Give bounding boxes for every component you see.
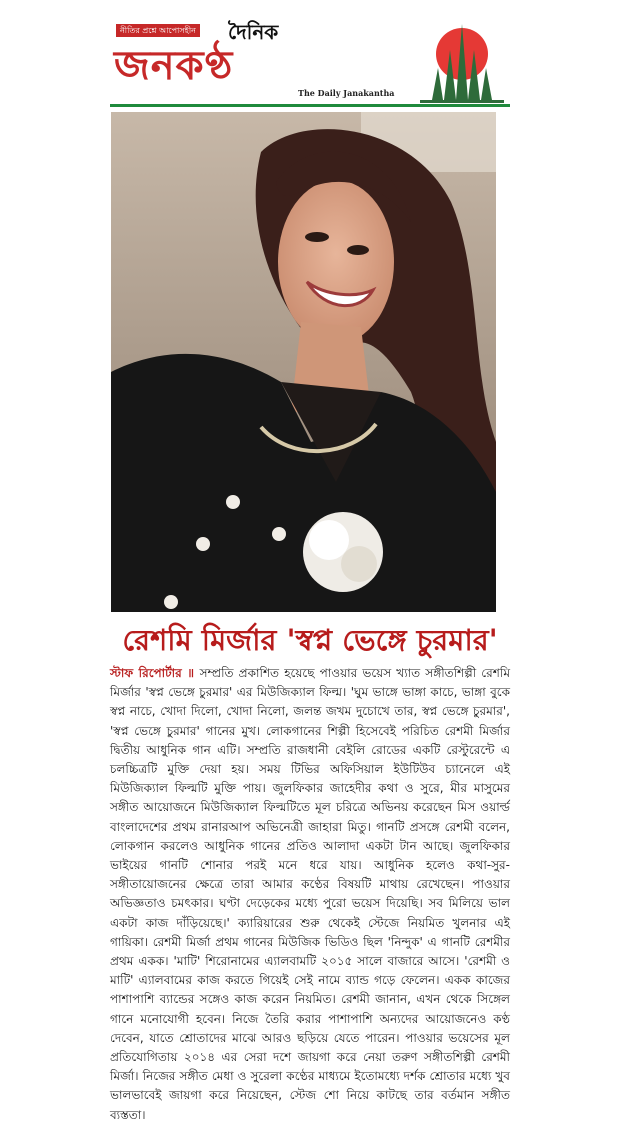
article-byline: স্টাফ রিপোর্টার ॥ [110,666,200,680]
article-body [110,664,510,1122]
article-photo [111,112,496,612]
masthead-english-name: The Daily Janakantha [298,88,395,98]
masthead-divider [110,104,510,107]
newspaper-masthead [110,14,512,110]
masthead-prefix: দৈনিক [228,20,279,44]
martyrs-monument-logo-icon [416,20,508,106]
article-text: সম্প্রতি প্রকাশিত হয়েছে পাওয়ার ভয়েস খ্যাত সঙ্গীতশিল্পী রেশমি মির্জার 'স্বপ্ন ভেঙ্গে চুরমার' এর মিউজিক্যাল ফিল্ম। 'ঘুম ভাঙ্গে ভাঙ্গা কাচে, ভাঙ্গা বুকে স্বপ্ন নাচে, খোদা দিলো, খোদা নিলো, জলন্ত জখম দুচোখে তার, স্বপ্ন ভেঙ্গে চুরমার', 'স্বপ্ন ভেঙ্গে চুরমার' গানের মুখ। লোকগানের শিল্পী হিসেবেই পরিচিত রেশমী মির্জার দ্বিতীয় আধুনিক গান এটি। সম্প্রতি রাজধানী বেইলি রোডের একটি রেস্টুরেন্টে এ চলচ্চিত্রটি মুক্তি দেয়া হয়। সময় টিভির অফিসিয়াল ইউটিউব চ্যানেলে এই মিউজিক্যাল ফিল্মটি মুক্তি পায়। জুলফিকার জাহেদীর কথা ও সুরে, মীর মাসুমের সঙ্গীত আয়োজনে মিউজিক্যাল ফিল্মটিতে মূল চরিত্রে অভিনয় করেছেন মিস ওয়ার্ল্ড বাংলাদেশের প্রথম রানারআপ অভিনেত্রী জাহারা মিতু। গানটি প্রসঙ্গে রেশমী বলেন, লোকগান করলেও আধুনিক গানের প্রতিও আলাদা একটা টান আছে। জুলফিকার ভাইয়ের গানটি শোনার পরই মনে ধরে যায়। আধুনিক হলেও কথা-সুর-সঙ্গীতায়োজনের ক্ষেত্রে তারা আমার কণ্ঠের বিষয়টি মাথায় রেখেছেন। পাওয়ার অভিজ্ঞতাও চমৎকার। ঘণ্টা দেড়েকের মধ্যে পুরো ভয়েস দিয়েছি। সব মিলিয়ে ভাল একটা কাজ দাঁড়িয়েছে।' ক্যারিয়ারের শুরু থেকেই স্টেজে নিয়মিত খুলনার এই গায়িকা। রেশমী মির্জা প্রথম গানের মিউজিক ভিডিও ছিল 'নিন্দুক' এ গানটি রেশমীর প্রথম একক। 'মাটি' শিরোনামের এ্যালবামটি ২০১৫ সালে বাজারে আসে। 'রেশমী ও মাটি' এ্যালবামের কাজ করতে গিয়েই সেই নামে ব্যান্ড গড়ে ফেলেন। একক কাজের পাশাপাশি ব্যান্ডের সঙ্গেও কাজ করেন নিয়মিত। রেশমী জানান, এখন থেকে সিঙ্গেল গানে মনোযোগী হবেন। নিজে তৈরি করার পাশাপাশি অন্যদের আয়োজনেও কণ্ঠ দেবেন, যাতে শ্রোতাদের মাঝে আরও ছড়িয়ে যেতে পারেন। পাওয়ার ভয়েসের মূল প্রতিযোগিতায় ২০১৪ এর সেরা দশে জায়গা করে নেয়া তরুণ সঙ্গীতশিল্পী রেশমী মির্জা। নিজের সঙ্গীত মেধা ও সুরেলা কণ্ঠের মাধ্যমে ইতোমধ্যে দর্শক শ্রোতার মধ্যে খুব ভালভাবেই জায়গা করে নিয়েছেন, স্টেজ শো নিয়ে কাটছে তার বর্তমান সঙ্গীত ব্যস্ততা। [110,666,510,1122]
masthead-tagline: নীতির প্রশ্নে আপোসহীন [116,24,200,37]
masthead-name: জনকণ্ঠ [114,43,234,89]
article-headline: রেশমি মির্জার 'স্বপ্ন ভেঙ্গে চুরমার' [122,623,498,657]
